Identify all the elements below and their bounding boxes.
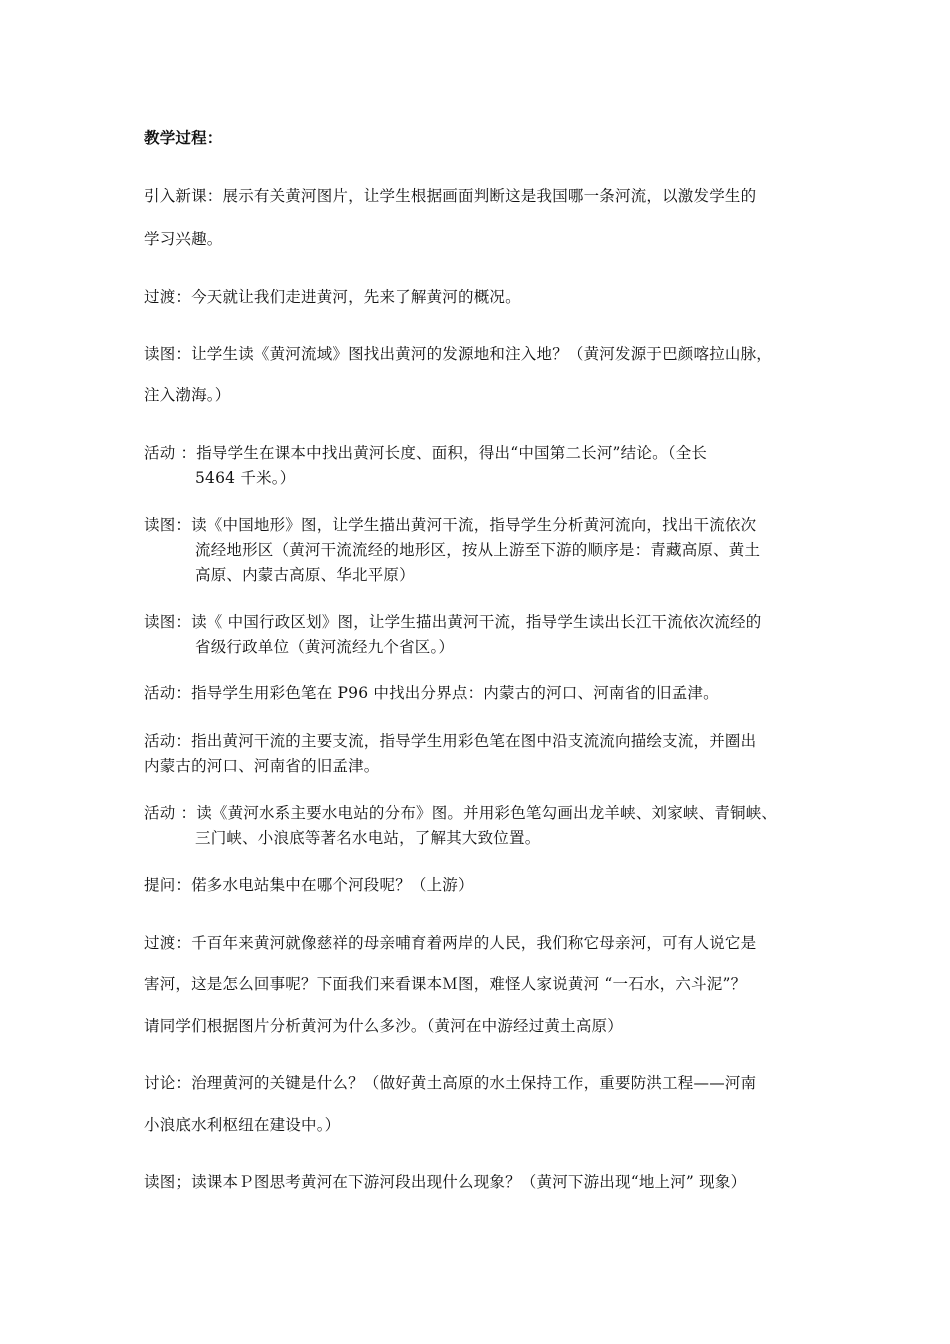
paragraph-line: 过渡：千百年来黄河就像慈祥的母亲哺育着两岸的人民，我们称它母亲河，可有人说它是	[144, 934, 757, 952]
paragraph-line: 讨论：治理黄河的关键是什么？（做好黄土高原的水土保持工作，重要防洪工程——河南	[144, 1074, 757, 1092]
paragraph-line: 读图：让学生读《黄河流域》图找出黄河的发源地和注入地？（黄河发源于巴颜喀拉山脉，	[144, 345, 773, 363]
paragraph-line: 小浪底水利枢纽在建设中。）	[144, 1116, 341, 1134]
paragraph-line: 提问：偌多水电站集中在哪个河段呢？（上游）	[144, 876, 474, 894]
paragraph-line: 活动：指出黄河干流的主要支流，指导学生用彩色笔在图中沿支流流向描绘支流，并圈出	[144, 732, 757, 750]
paragraph-line: 注入渤海。）	[144, 386, 231, 404]
paragraph-line: 省级行政单位（黄河流经九个省区。）	[195, 638, 455, 656]
paragraph-line: 读图：读《中国地形》图，让学生描出黄河干流，指导学生分析黄河流向，找出干流依次	[144, 516, 757, 534]
paragraph-line: 读图：读《 中国行政区划》图，让学生描出黄河干流，指导学生读出长江干流依次流经的	[144, 613, 762, 631]
paragraph-line: 读图；读课本Ｐ图思考黄河在下游河段出现什么现象？（黄河下游出现“地上河” 现象）	[144, 1173, 747, 1191]
paragraph-line: 请同学们根据图片分析黄河为什么多沙。（黄河在中游经过黄土高原）	[144, 1017, 623, 1035]
paragraph-line: 高原、内蒙古高原、华北平原）	[195, 566, 415, 584]
paragraph-line: 活动：指导学生用彩色笔在 P96 中找出分界点：内蒙古的河口、河南省的旧孟津。	[144, 684, 719, 702]
paragraph-line: 活动 ：指导学生在课本中找出黄河长度、面积，得出“中国第二长河”结论。（全长	[144, 444, 708, 462]
paragraph-line: 三门峡、小浪底等著名水电站，了解其大致位置。	[195, 829, 541, 847]
paragraph-line: 活动 ：读《黄河水系主要水电站的分布》图。并用彩色笔勾画出龙羊峡、刘家峡、青铜峡、	[144, 804, 778, 822]
paragraph-line: 过渡：今天就让我们走进黄河，先来了解黄河的概况。	[144, 288, 521, 306]
paragraph-line: 内蒙古的河口、河南省的旧孟津。	[144, 757, 380, 775]
paragraph-line: 流经地形区（黄河干流流经的地形区，按从上游至下游的顺序是：青藏高原、黄土	[195, 541, 761, 559]
paragraph-line: 学习兴趣。	[144, 230, 223, 248]
paragraph-line: 引入新课：展示有关黄河图片，让学生根据画面判断这是我国哪一条河流，以激发学生的	[144, 187, 757, 205]
paragraph-line: 5464 千米。）	[195, 469, 296, 487]
paragraph-line: 害河，这是怎么回事呢？下面我们来看课本Ｍ图，难怪人家说黄河 “一石水，六斗泥”？	[144, 975, 747, 993]
section-heading: 教学过程：	[144, 128, 223, 147]
